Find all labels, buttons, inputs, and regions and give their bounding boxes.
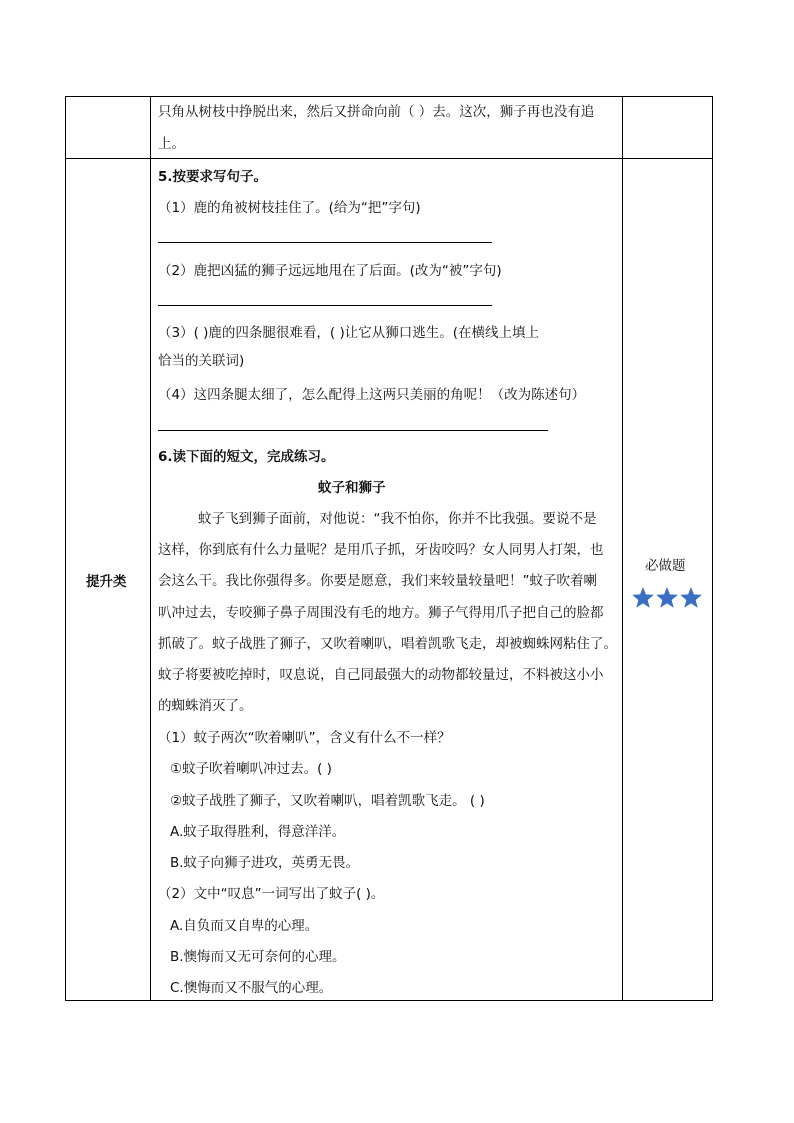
q6-sub2-option-c: C.懊悔而又不服气的心理。: [170, 980, 333, 996]
q6-sub1-item-b: ②蚊子战胜了狮子，又吹着喇叭，唱着凯歌飞走。 ( ): [170, 793, 485, 809]
star-icon: [656, 587, 678, 608]
q5-sentence-4: （4）这四条腿太细了，怎么配得上这两只美丽的角呢！（改为陈述句）: [158, 387, 586, 403]
story-line-6: 蚊子将要被吃掉时，叹息说，自己同最强大的动物都较量过，不料被这小小: [158, 667, 604, 683]
q6-sub1-question: （1）蚊子两次“吹着喇叭”，含义有什么不一样？: [158, 730, 451, 746]
row-divider: [66, 158, 712, 159]
q6-sub1-item-a: ①蚊子吹着喇叭冲过去。( ): [170, 761, 332, 777]
q6-sub2-option-b: B.懊悔而又无可奈何的心理。: [170, 949, 346, 965]
row1-line1: 只角从树枝中挣脱出来，然后又拼命向前（ ）去。这次，狮子再也没有追: [158, 104, 595, 120]
answer-line-2: [158, 305, 492, 306]
q5-sentence-2: （2）鹿把凶猛的狮子远远地甩在了后面。(改为“被”字句): [158, 263, 502, 279]
q6-sub1-option-a: A.蚊子取得胜利，得意洋洋。: [170, 824, 346, 840]
q5-title: 5.按要求写句子。: [158, 169, 268, 185]
q5-sentence-1: （1）鹿的角被树枝挂住了。(给为“把”字句): [158, 200, 421, 216]
requirement-label: 必做题: [645, 558, 686, 574]
story-line-2: 这样，你到底有什么力量呢？是用爪子抓，牙齿咬吗？女人同男人打架，也: [158, 542, 604, 558]
q6-sub2-option-a: A.自负而又自卑的心理。: [170, 918, 319, 934]
row1-line2: 上。: [158, 136, 185, 152]
category-label: 提升类: [86, 574, 127, 590]
q5-sentence-3: （3）( )鹿的四条腿很难看，( )让它从狮口逃生。(在横线上填上: [158, 325, 540, 341]
column-divider-left: [150, 97, 151, 1000]
story-line-1: 蚊子飞到狮子面前，对他说：“我不怕你，你并不比我强。要说不是: [198, 511, 597, 527]
q6-sub2-question: （2）文中“叹息”一词写出了蚊子( )。: [158, 886, 385, 902]
answer-line-1: [158, 242, 492, 243]
q5-sentence-3-cont: 恰当的关联词): [158, 353, 245, 369]
story-line-7: 的蜘蛛消灭了。: [158, 698, 253, 714]
story-line-3: 会这么干。我比你强得多。你要是愿意，我们来较量较量吧！”蚊子吹着喇: [158, 573, 597, 589]
q6-title: 6.读下面的短文，完成练习。: [158, 449, 335, 465]
column-divider-right: [622, 97, 623, 1000]
story-line-4: 叭冲过去，专咬狮子鼻子周围没有毛的地方。狮子气得用爪子把自己的脸都: [158, 605, 604, 621]
star-icon: [632, 587, 654, 608]
difficulty-stars: [631, 586, 703, 610]
star-icon: [680, 587, 702, 608]
answer-line-4: [158, 430, 548, 431]
story-title: 蚊子和狮子: [318, 480, 386, 496]
story-line-5: 抓破了。蚊子战胜了狮子，又吹着喇叭，唱着凯歌飞走，却被蜘蛛网粘住了。: [158, 636, 617, 652]
q6-sub1-option-b: B.蚊子向狮子进攻，英勇无畏。: [170, 855, 360, 871]
